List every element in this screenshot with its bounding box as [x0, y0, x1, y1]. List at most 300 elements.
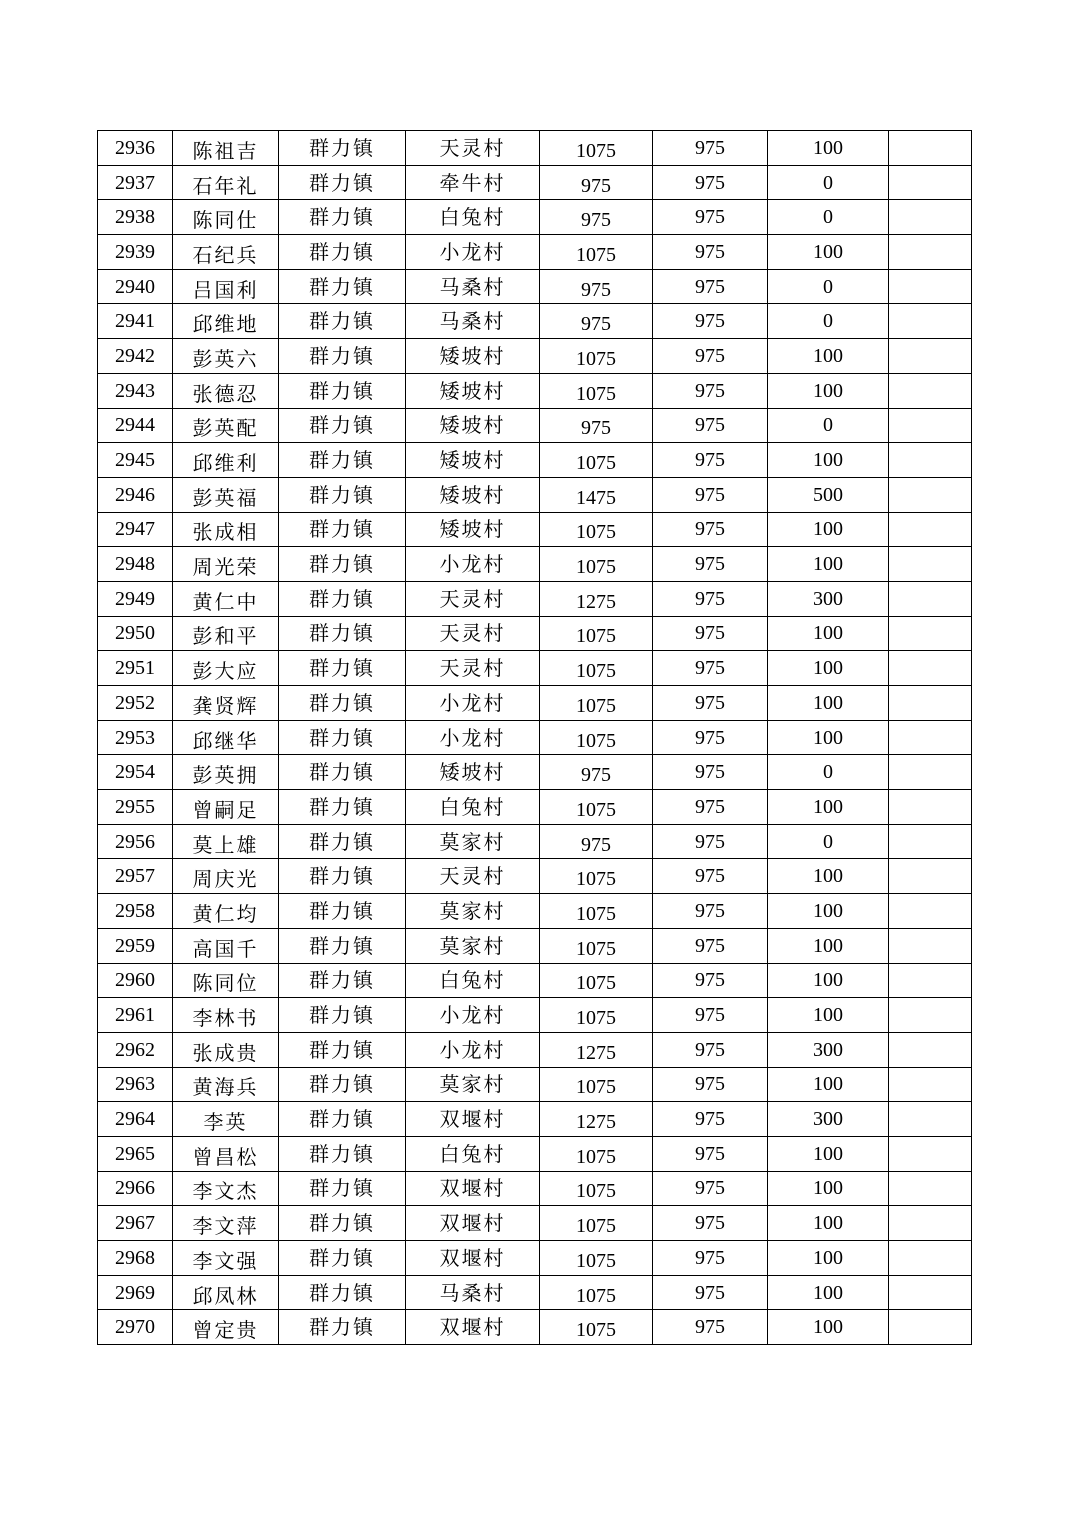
village-cell — [406, 304, 540, 339]
name-cell — [173, 1136, 279, 1171]
total-cell — [540, 165, 653, 200]
total-cell — [540, 1275, 653, 1310]
village-cell — [406, 894, 540, 929]
extra-cell-text: 300 — [813, 1108, 843, 1131]
name-cell-text: 彭大应 — [192, 659, 259, 684]
serial-cell-text: 2942 — [115, 344, 155, 367]
serial-cell — [98, 963, 173, 998]
extra-cell-text: 100 — [813, 1212, 843, 1235]
remark-cell — [889, 1310, 972, 1345]
name-cell-text: 邱维地 — [192, 312, 259, 337]
town-cell — [279, 928, 406, 963]
table-row — [98, 443, 972, 478]
town-cell — [279, 1171, 406, 1206]
base-cell-text: 975 — [695, 1246, 725, 1269]
name-cell — [173, 165, 279, 200]
serial-cell-text: 2937 — [115, 171, 155, 194]
serial-cell-text: 2964 — [115, 1108, 155, 1131]
serial-cell — [98, 1136, 173, 1171]
serial-cell-text: 2940 — [115, 275, 155, 298]
extra-cell-text: 100 — [813, 1177, 843, 1200]
extra-cell — [768, 1102, 889, 1137]
extra-cell — [768, 651, 889, 686]
town-cell-text: 群力镇 — [309, 864, 375, 889]
base-cell-text: 975 — [695, 1038, 725, 1061]
name-cell — [173, 304, 279, 339]
total-cell-text: 1075 — [576, 625, 616, 648]
extra-cell — [768, 200, 889, 235]
extra-cell — [768, 1206, 889, 1241]
town-cell-text: 群力镇 — [309, 274, 375, 299]
town-cell-text: 群力镇 — [309, 1107, 375, 1132]
village-cell — [406, 443, 540, 478]
remark-cell — [889, 1136, 972, 1171]
extra-cell-text: 100 — [813, 553, 843, 576]
village-cell-text: 小龙村 — [439, 552, 506, 577]
town-cell — [279, 408, 406, 443]
total-cell — [540, 1171, 653, 1206]
village-cell-text: 牵牛村 — [439, 170, 506, 195]
village-cell-text: 莫家村 — [439, 1072, 506, 1097]
extra-cell-text: 0 — [823, 830, 833, 853]
name-cell — [173, 1206, 279, 1241]
village-cell — [406, 165, 540, 200]
name-cell — [173, 581, 279, 616]
table-row — [98, 165, 972, 200]
town-cell-text: 群力镇 — [309, 1003, 375, 1028]
town-cell — [279, 235, 406, 270]
total-cell-text: 975 — [581, 209, 611, 232]
village-cell — [406, 720, 540, 755]
table-row — [98, 1206, 972, 1241]
base-cell — [653, 235, 768, 270]
name-cell — [173, 1310, 279, 1345]
town-cell-text: 群力镇 — [309, 1141, 375, 1166]
table-row — [98, 1310, 972, 1345]
serial-cell — [98, 339, 173, 374]
extra-cell — [768, 1171, 889, 1206]
serial-cell-text: 2955 — [115, 795, 155, 818]
remark-cell — [889, 269, 972, 304]
extra-cell-text: 100 — [813, 622, 843, 645]
serial-cell — [98, 443, 173, 478]
base-cell — [653, 443, 768, 478]
extra-cell-text: 100 — [813, 344, 843, 367]
name-cell — [173, 963, 279, 998]
name-cell — [173, 373, 279, 408]
remark-cell — [889, 477, 972, 512]
serial-cell — [98, 131, 173, 166]
base-cell-text: 975 — [695, 934, 725, 957]
town-cell — [279, 443, 406, 478]
name-cell — [173, 131, 279, 166]
total-cell-text: 1075 — [576, 798, 616, 821]
name-cell — [173, 1067, 279, 1102]
base-cell — [653, 651, 768, 686]
total-cell-text: 1075 — [576, 1145, 616, 1168]
extra-cell-text: 100 — [813, 449, 843, 472]
extra-cell — [768, 547, 889, 582]
remark-cell — [889, 373, 972, 408]
remark-cell — [889, 408, 972, 443]
name-cell-text: 高国千 — [192, 936, 259, 961]
town-cell-text: 群力镇 — [309, 1176, 375, 1201]
base-cell — [653, 963, 768, 998]
table-row — [98, 720, 972, 755]
name-cell-text: 黄海兵 — [192, 1075, 259, 1100]
town-cell — [279, 859, 406, 894]
extra-cell-text: 100 — [813, 795, 843, 818]
base-cell-text: 975 — [695, 1281, 725, 1304]
extra-cell — [768, 616, 889, 651]
base-cell-text: 975 — [695, 483, 725, 506]
town-cell-text: 群力镇 — [309, 794, 375, 819]
village-cell — [406, 339, 540, 374]
name-cell — [173, 1171, 279, 1206]
serial-cell-text: 2969 — [115, 1281, 155, 1304]
remark-cell — [889, 755, 972, 790]
serial-cell-text: 2941 — [115, 310, 155, 333]
total-cell — [540, 755, 653, 790]
base-cell — [653, 998, 768, 1033]
remark-cell — [889, 235, 972, 270]
name-cell — [173, 998, 279, 1033]
extra-cell — [768, 304, 889, 339]
base-cell-text: 975 — [695, 899, 725, 922]
extra-cell — [768, 408, 889, 443]
serial-cell — [98, 200, 173, 235]
serial-cell — [98, 998, 173, 1033]
serial-cell — [98, 651, 173, 686]
table-row — [98, 235, 972, 270]
name-cell — [173, 1032, 279, 1067]
extra-cell — [768, 790, 889, 825]
total-cell — [540, 1032, 653, 1067]
extra-cell — [768, 1032, 889, 1067]
base-cell — [653, 1067, 768, 1102]
table-row — [98, 1067, 972, 1102]
serial-cell-text: 2938 — [115, 206, 155, 229]
town-cell-text: 群力镇 — [309, 656, 375, 681]
total-cell — [540, 269, 653, 304]
table-row — [98, 547, 972, 582]
serial-cell — [98, 1171, 173, 1206]
serial-cell-text: 2939 — [115, 240, 155, 263]
total-cell-text: 1075 — [576, 1076, 616, 1099]
base-cell-text: 975 — [695, 310, 725, 333]
table-row — [98, 581, 972, 616]
total-cell-text: 1075 — [576, 1007, 616, 1030]
total-cell-text: 1075 — [576, 1180, 616, 1203]
remark-cell — [889, 304, 972, 339]
town-cell-text: 群力镇 — [309, 586, 375, 611]
name-cell — [173, 928, 279, 963]
name-cell-text: 彭英拥 — [192, 763, 259, 788]
total-cell-text: 1075 — [576, 347, 616, 370]
remark-cell — [889, 1171, 972, 1206]
town-cell — [279, 339, 406, 374]
name-cell-text: 邱凤林 — [192, 1283, 259, 1308]
village-cell-text: 天灵村 — [439, 135, 506, 160]
total-cell — [540, 408, 653, 443]
serial-cell — [98, 477, 173, 512]
remark-cell — [889, 131, 972, 166]
extra-cell — [768, 1136, 889, 1171]
town-cell-text: 群力镇 — [309, 968, 375, 993]
base-cell-text: 975 — [695, 761, 725, 784]
base-cell-text: 975 — [695, 1073, 725, 1096]
base-cell — [653, 1102, 768, 1137]
total-cell — [540, 686, 653, 721]
base-cell — [653, 894, 768, 929]
extra-cell-text: 100 — [813, 240, 843, 263]
table-row — [98, 1102, 972, 1137]
total-cell-text: 1075 — [576, 868, 616, 891]
village-cell — [406, 1067, 540, 1102]
town-cell — [279, 651, 406, 686]
name-cell-text: 龚贤辉 — [192, 693, 259, 718]
serial-cell — [98, 928, 173, 963]
town-cell — [279, 1032, 406, 1067]
village-cell-text: 小龙村 — [439, 1037, 506, 1062]
remark-cell — [889, 512, 972, 547]
extra-cell-text: 300 — [813, 587, 843, 610]
village-cell — [406, 1241, 540, 1276]
serial-cell-text: 2963 — [115, 1073, 155, 1096]
name-cell-text: 黄仁中 — [192, 589, 259, 614]
extra-cell-text: 0 — [823, 310, 833, 333]
name-cell-text: 吕国利 — [192, 277, 259, 302]
remark-cell — [889, 339, 972, 374]
serial-cell-text: 2944 — [115, 414, 155, 437]
remark-cell — [889, 859, 972, 894]
base-cell-text: 975 — [695, 553, 725, 576]
town-cell-text: 群力镇 — [309, 170, 375, 195]
base-cell-text: 975 — [695, 622, 725, 645]
name-cell-text: 李英 — [203, 1110, 248, 1135]
extra-cell-text: 100 — [813, 865, 843, 888]
village-cell — [406, 998, 540, 1033]
extra-cell — [768, 859, 889, 894]
base-cell-text: 975 — [695, 969, 725, 992]
table-row — [98, 304, 972, 339]
town-cell — [279, 998, 406, 1033]
village-cell — [406, 477, 540, 512]
serial-cell — [98, 1067, 173, 1102]
data-table — [97, 130, 972, 1345]
table-row — [98, 963, 972, 998]
base-cell-text: 975 — [695, 240, 725, 263]
base-cell — [653, 200, 768, 235]
town-cell — [279, 269, 406, 304]
village-cell — [406, 235, 540, 270]
town-cell — [279, 1241, 406, 1276]
table-row — [98, 269, 972, 304]
serial-cell — [98, 512, 173, 547]
total-cell — [540, 720, 653, 755]
name-cell — [173, 790, 279, 825]
village-cell-text: 小龙村 — [439, 725, 506, 750]
village-cell — [406, 824, 540, 859]
town-cell-text: 群力镇 — [309, 1037, 375, 1062]
total-cell-text: 1075 — [576, 1319, 616, 1342]
remark-cell — [889, 200, 972, 235]
base-cell-text: 975 — [695, 206, 725, 229]
serial-cell-text: 2946 — [115, 483, 155, 506]
total-cell — [540, 1206, 653, 1241]
town-cell-text: 群力镇 — [309, 309, 375, 334]
name-cell-text: 邱维利 — [192, 451, 259, 476]
name-cell — [173, 1241, 279, 1276]
serial-cell — [98, 269, 173, 304]
table-row — [98, 373, 972, 408]
total-cell — [540, 651, 653, 686]
extra-cell-text: 500 — [813, 483, 843, 506]
town-cell — [279, 755, 406, 790]
serial-cell — [98, 859, 173, 894]
name-cell-text: 陈同仕 — [192, 208, 259, 233]
serial-cell-text: 2966 — [115, 1177, 155, 1200]
town-cell — [279, 1310, 406, 1345]
village-cell-text: 双堰村 — [439, 1315, 506, 1340]
table-row — [98, 928, 972, 963]
extra-cell — [768, 131, 889, 166]
base-cell-text: 975 — [695, 171, 725, 194]
name-cell — [173, 859, 279, 894]
extra-cell-text: 100 — [813, 1281, 843, 1304]
total-cell — [540, 339, 653, 374]
serial-cell-text: 2962 — [115, 1038, 155, 1061]
town-cell-text: 群力镇 — [309, 413, 375, 438]
base-cell — [653, 304, 768, 339]
extra-cell — [768, 1241, 889, 1276]
extra-cell-text: 100 — [813, 934, 843, 957]
extra-cell — [768, 373, 889, 408]
town-cell — [279, 165, 406, 200]
name-cell-text: 彭和平 — [192, 624, 259, 649]
town-cell-text: 群力镇 — [309, 898, 375, 923]
town-cell — [279, 1206, 406, 1241]
village-cell — [406, 1171, 540, 1206]
town-cell-text: 群力镇 — [309, 829, 375, 854]
name-cell-text: 彭英福 — [192, 485, 259, 510]
total-cell — [540, 512, 653, 547]
total-cell — [540, 1241, 653, 1276]
serial-cell-text: 2936 — [115, 136, 155, 159]
name-cell-text: 李文杰 — [192, 1179, 259, 1204]
extra-cell-text: 100 — [813, 379, 843, 402]
village-cell — [406, 651, 540, 686]
base-cell — [653, 131, 768, 166]
name-cell-text: 黄仁均 — [192, 901, 259, 926]
base-cell — [653, 373, 768, 408]
name-cell — [173, 616, 279, 651]
town-cell — [279, 894, 406, 929]
name-cell-text: 张成相 — [192, 520, 259, 545]
name-cell — [173, 547, 279, 582]
base-cell-text: 975 — [695, 1316, 725, 1339]
town-cell-text: 群力镇 — [309, 1072, 375, 1097]
base-cell — [653, 477, 768, 512]
village-cell-text: 白兔村 — [439, 1141, 506, 1166]
village-cell-text: 白兔村 — [439, 968, 506, 993]
base-cell — [653, 1206, 768, 1241]
serial-cell — [98, 581, 173, 616]
base-cell-text: 975 — [695, 587, 725, 610]
base-cell — [653, 339, 768, 374]
total-cell-text: 975 — [581, 174, 611, 197]
base-cell-text: 975 — [695, 518, 725, 541]
table-row — [98, 512, 972, 547]
base-cell-text: 975 — [695, 1177, 725, 1200]
name-cell-text: 周光荣 — [192, 555, 259, 580]
extra-cell-text: 100 — [813, 1246, 843, 1269]
table-row — [98, 477, 972, 512]
base-cell — [653, 581, 768, 616]
base-cell — [653, 512, 768, 547]
name-cell-text: 李文萍 — [192, 1214, 259, 1239]
total-cell-text: 1075 — [576, 694, 616, 717]
extra-cell — [768, 581, 889, 616]
village-cell-text: 天灵村 — [439, 586, 506, 611]
table-row — [98, 998, 972, 1033]
total-cell-text: 1075 — [576, 972, 616, 995]
table-row — [98, 790, 972, 825]
extra-cell — [768, 963, 889, 998]
town-cell-text: 群力镇 — [309, 552, 375, 577]
table-row — [98, 1275, 972, 1310]
total-cell — [540, 477, 653, 512]
town-cell — [279, 720, 406, 755]
name-cell — [173, 408, 279, 443]
extra-cell-text: 100 — [813, 1073, 843, 1096]
serial-cell-text: 2967 — [115, 1212, 155, 1235]
name-cell-text: 莫上雄 — [192, 832, 259, 857]
table-row — [98, 824, 972, 859]
base-cell-text: 975 — [695, 379, 725, 402]
remark-cell — [889, 1206, 972, 1241]
base-cell — [653, 616, 768, 651]
village-cell-text: 天灵村 — [439, 621, 506, 646]
extra-cell-text: 0 — [823, 275, 833, 298]
base-cell — [653, 790, 768, 825]
extra-cell — [768, 165, 889, 200]
town-cell — [279, 1136, 406, 1171]
extra-cell-text: 100 — [813, 1142, 843, 1165]
table-row — [98, 894, 972, 929]
village-cell — [406, 963, 540, 998]
town-cell-text: 群力镇 — [309, 205, 375, 230]
serial-cell — [98, 894, 173, 929]
serial-cell-text: 2950 — [115, 622, 155, 645]
village-cell-text: 小龙村 — [439, 690, 506, 715]
remark-cell — [889, 651, 972, 686]
serial-cell — [98, 547, 173, 582]
village-cell — [406, 269, 540, 304]
base-cell — [653, 928, 768, 963]
town-cell — [279, 686, 406, 721]
town-cell-text: 群力镇 — [309, 135, 375, 160]
town-cell — [279, 963, 406, 998]
town-cell — [279, 304, 406, 339]
base-cell — [653, 1241, 768, 1276]
serial-cell — [98, 686, 173, 721]
town-cell-text: 群力镇 — [309, 933, 375, 958]
name-cell — [173, 686, 279, 721]
name-cell — [173, 235, 279, 270]
total-cell — [540, 200, 653, 235]
base-cell — [653, 755, 768, 790]
